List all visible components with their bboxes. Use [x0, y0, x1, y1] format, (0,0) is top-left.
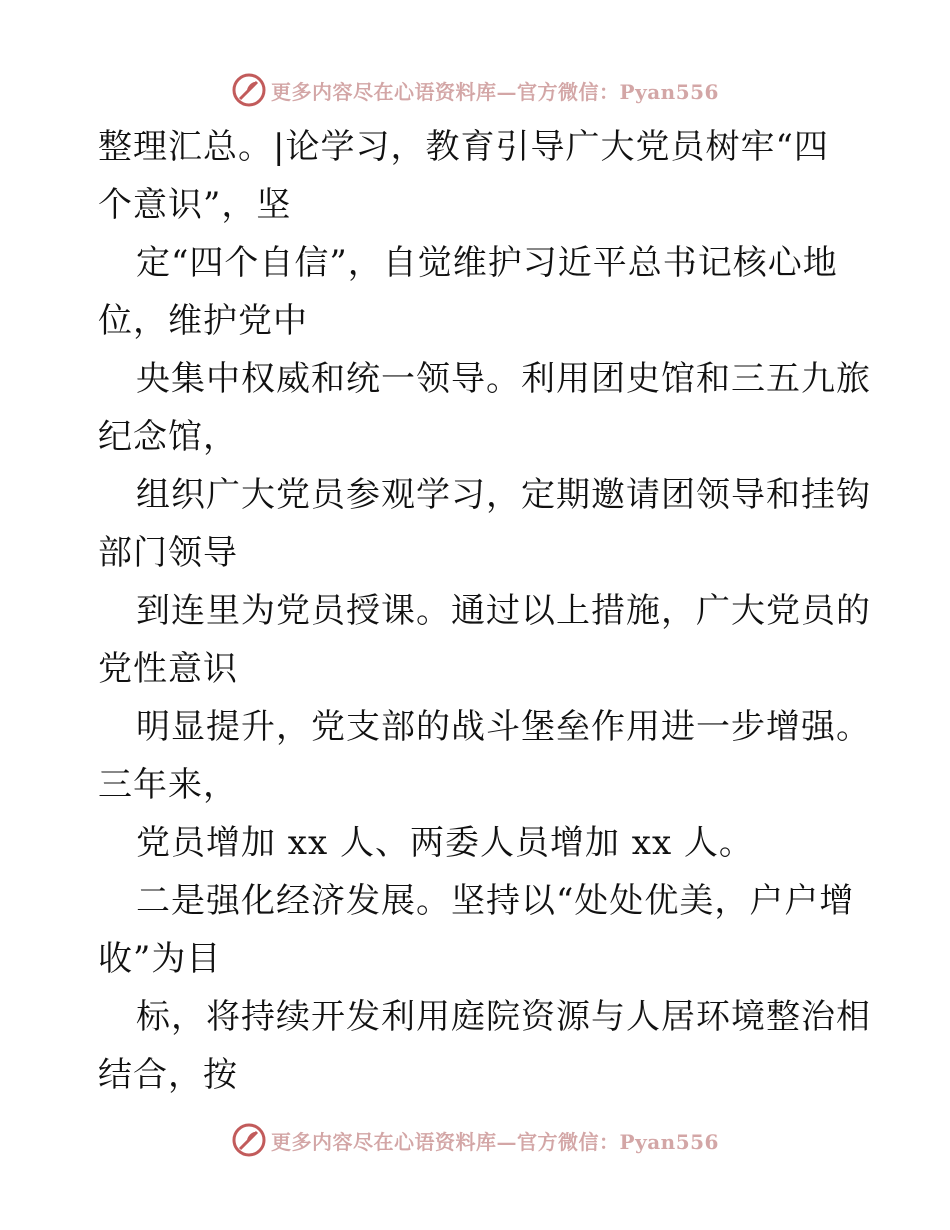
- text-line-16: 标，将持续开发利用庭院资源与人居环境整治相: [136, 997, 871, 1037]
- text-line-6: 纪念馆，: [98, 417, 238, 457]
- text-line-4: 位，维护党中: [98, 301, 308, 341]
- text-line-8: 部门领导: [98, 533, 238, 573]
- text-line-12: 三年来，: [98, 765, 238, 805]
- footer-watermark: [0, 1120, 950, 1160]
- text-line-10: 党性意识: [98, 649, 238, 689]
- text-line-11: 明显提升，党支部的战斗堡垒作用进一步增强。: [136, 707, 871, 747]
- footer-watermark-text: 更多内容尽在心语资料库—官方微信：Pyan556: [271, 1129, 719, 1154]
- text-line-17: 结合，按: [98, 1055, 238, 1095]
- text-line-9: 到连里为党员授课。通过以上措施，广大党员的: [136, 591, 871, 631]
- header-watermark-text: 更多内容尽在心语资料库—官方微信：Pyan556: [271, 79, 719, 104]
- document-body: [98, 118, 878, 1104]
- text-line-15: 收”为目: [98, 939, 222, 979]
- quill-seal-icon: [231, 72, 267, 108]
- text-line-3: 定“四个自信”，自觉维护习近平总书记核心地: [136, 243, 838, 283]
- text-line-1: 整理汇总。|论学习，教育引导广大党员树牢“四: [98, 127, 829, 167]
- text-line-13: 党员增加 xx 人、两委人员增加 xx 人。: [136, 823, 754, 863]
- header-watermark: [0, 70, 950, 110]
- text-line-7: 组织广大党员参观学习，定期邀请团领导和挂钩: [136, 475, 871, 515]
- quill-seal-icon: [231, 1122, 267, 1158]
- text-line-5: 央集中权威和统一领导。利用团史馆和三五九旅: [136, 359, 871, 399]
- text-line-14: 二是强化经济发展。坚持以“处处优美，户户增: [136, 881, 855, 921]
- text-line-2: 个意识”，坚: [98, 185, 292, 225]
